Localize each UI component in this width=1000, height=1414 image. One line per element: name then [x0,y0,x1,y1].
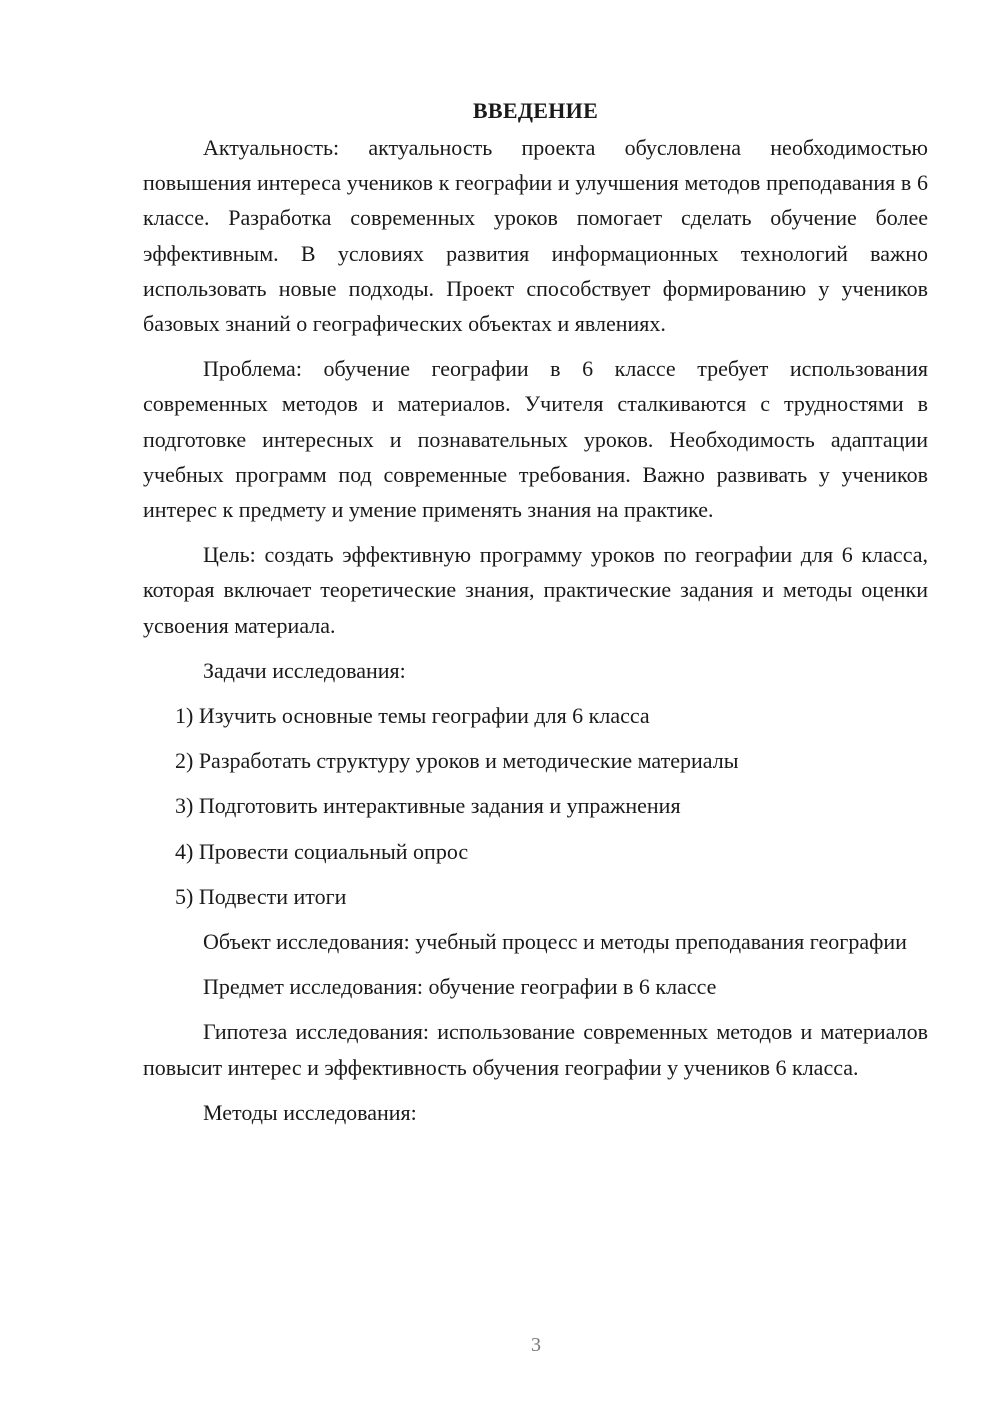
goal-paragraph: Цель: создать эффективную программу уроков по географии для 6 класса, которая включает теоретические знания, практические задания и методы оценки усвоения материала. [143,542,928,638]
document-page [143,96,928,1140]
task-item: 5) Подвести итоги [175,883,347,909]
task-item: 1) Изучить основные темы географии для 6 класса [175,703,650,729]
problem-paragraph: Проблема: обучение географии в 6 классе требует использования современных методов и материалов. Учителя сталкиваются с трудностями в подготовке интересных и познавательных уроков. Необходимость адаптации учебных программ под современные требования. Важно развивать у учеников интерес к предмету и умение применять знания на практике. [143,356,928,523]
methods-heading: Методы исследования: [203,1099,417,1125]
page-number: 3 [531,1334,541,1356]
task-item: 4) Провести социальный опрос [175,838,469,864]
object-paragraph: Объект исследования: учебный процесс и методы преподавания географии [203,929,907,955]
tasks-list [143,698,928,914]
section-title: ВВЕДЕНИЕ [472,98,599,123]
task-item: 3) Подготовить интерактивные задания и упражнения [175,793,681,819]
relevance-paragraph: Актуальность: актуальность проекта обусловлена необходимостью повышения интереса учеников к географии и улучшения методов преподавания в 6 классе. Разработка современных уроков помогает сделать обучение более эффективным. В условиях развития информационных технологий важно использовать новые подходы. Проект способствует формированию у учеников базовых знаний о географических объектах и явлениях. [143,135,928,337]
hypothesis-paragraph: Гипотеза исследования: использование современных методов и материалов повысит интерес и эффективность обучения географии у учеников 6 класса. [143,1019,928,1080]
tasks-heading: Задачи исследования: [203,657,406,683]
task-item: 2) Разработать структуру уроков и методические материалы [175,748,739,774]
subject-paragraph: Предмет исследования: обучение географии в 6 классе [203,974,717,1000]
